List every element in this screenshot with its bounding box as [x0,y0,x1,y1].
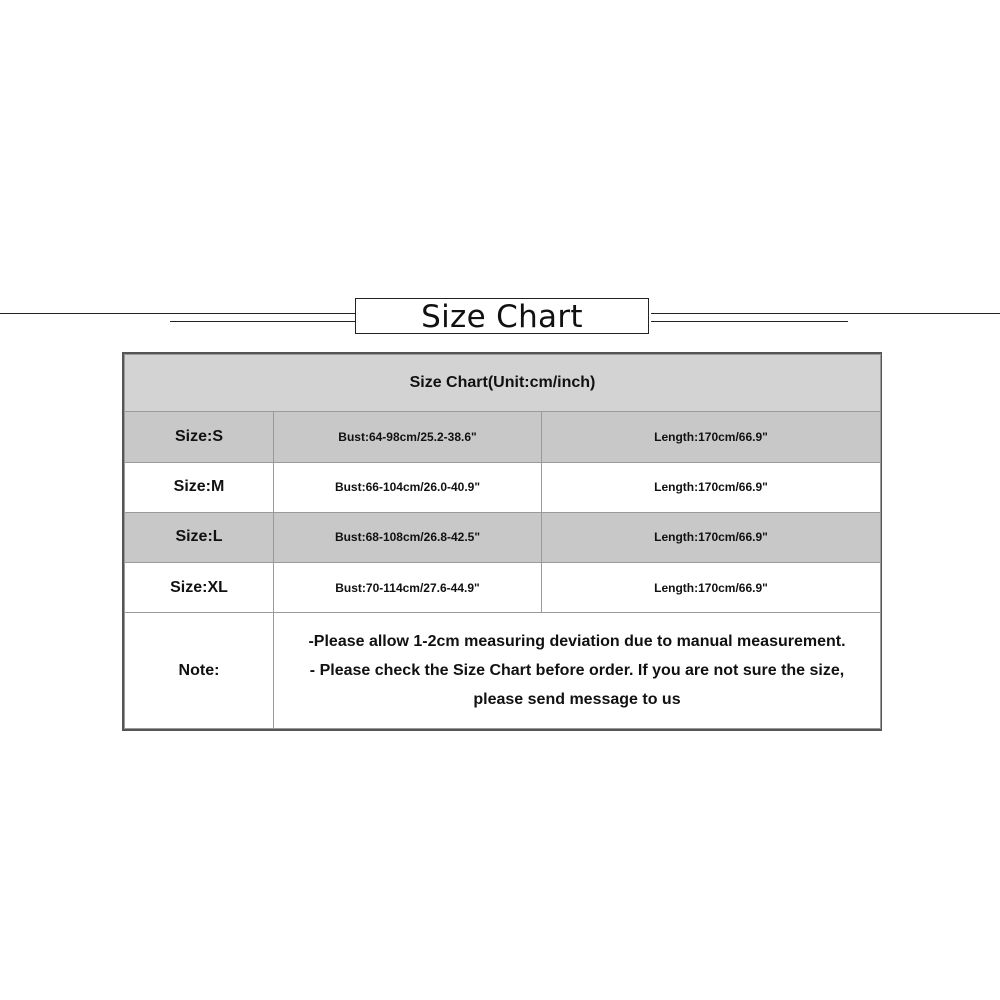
bust-value: Bust:70-114cm/27.6-44.9" [274,563,542,613]
note-line-1: -Please allow 1-2cm measuring deviation due to manual measurement. [308,633,846,651]
table-row [125,563,881,613]
table-row [125,462,881,512]
title-box [355,298,649,334]
size-label: Size:S [125,412,274,462]
size-label: Size:M [125,462,274,512]
bust-value: Bust:68-108cm/26.8-42.5" [274,512,542,562]
size-label: Size:L [125,512,274,562]
title-rule-top-left [0,313,356,314]
table-caption-row [125,355,881,412]
title-rule-top-right [651,313,1000,314]
note-line-3: please send message to us [473,691,681,709]
page-title: Size Chart [421,299,583,335]
length-value: Length:170cm/66.9" [542,462,881,512]
bust-value: Bust:64-98cm/25.2-38.6" [274,412,542,462]
size-table-grid [124,354,881,729]
length-value: Length:170cm/66.9" [542,412,881,462]
size-table [122,352,882,731]
length-value: Length:170cm/66.9" [542,563,881,613]
note-line-2: - Please check the Size Chart before order. If you are not sure the size, [309,662,845,680]
title-rule-bottom-left [170,321,356,322]
note-text [274,613,881,729]
size-label: Size:XL [125,563,274,613]
title-rule-bottom-right [651,321,848,322]
length-value: Length:170cm/66.9" [542,512,881,562]
note-label: Note: [125,613,274,729]
table-row [125,412,881,462]
table-row [125,512,881,562]
note-row [125,613,881,729]
table-caption: Size Chart(Unit:cm/inch) [125,355,881,412]
bust-value: Bust:66-104cm/26.0-40.9" [274,462,542,512]
